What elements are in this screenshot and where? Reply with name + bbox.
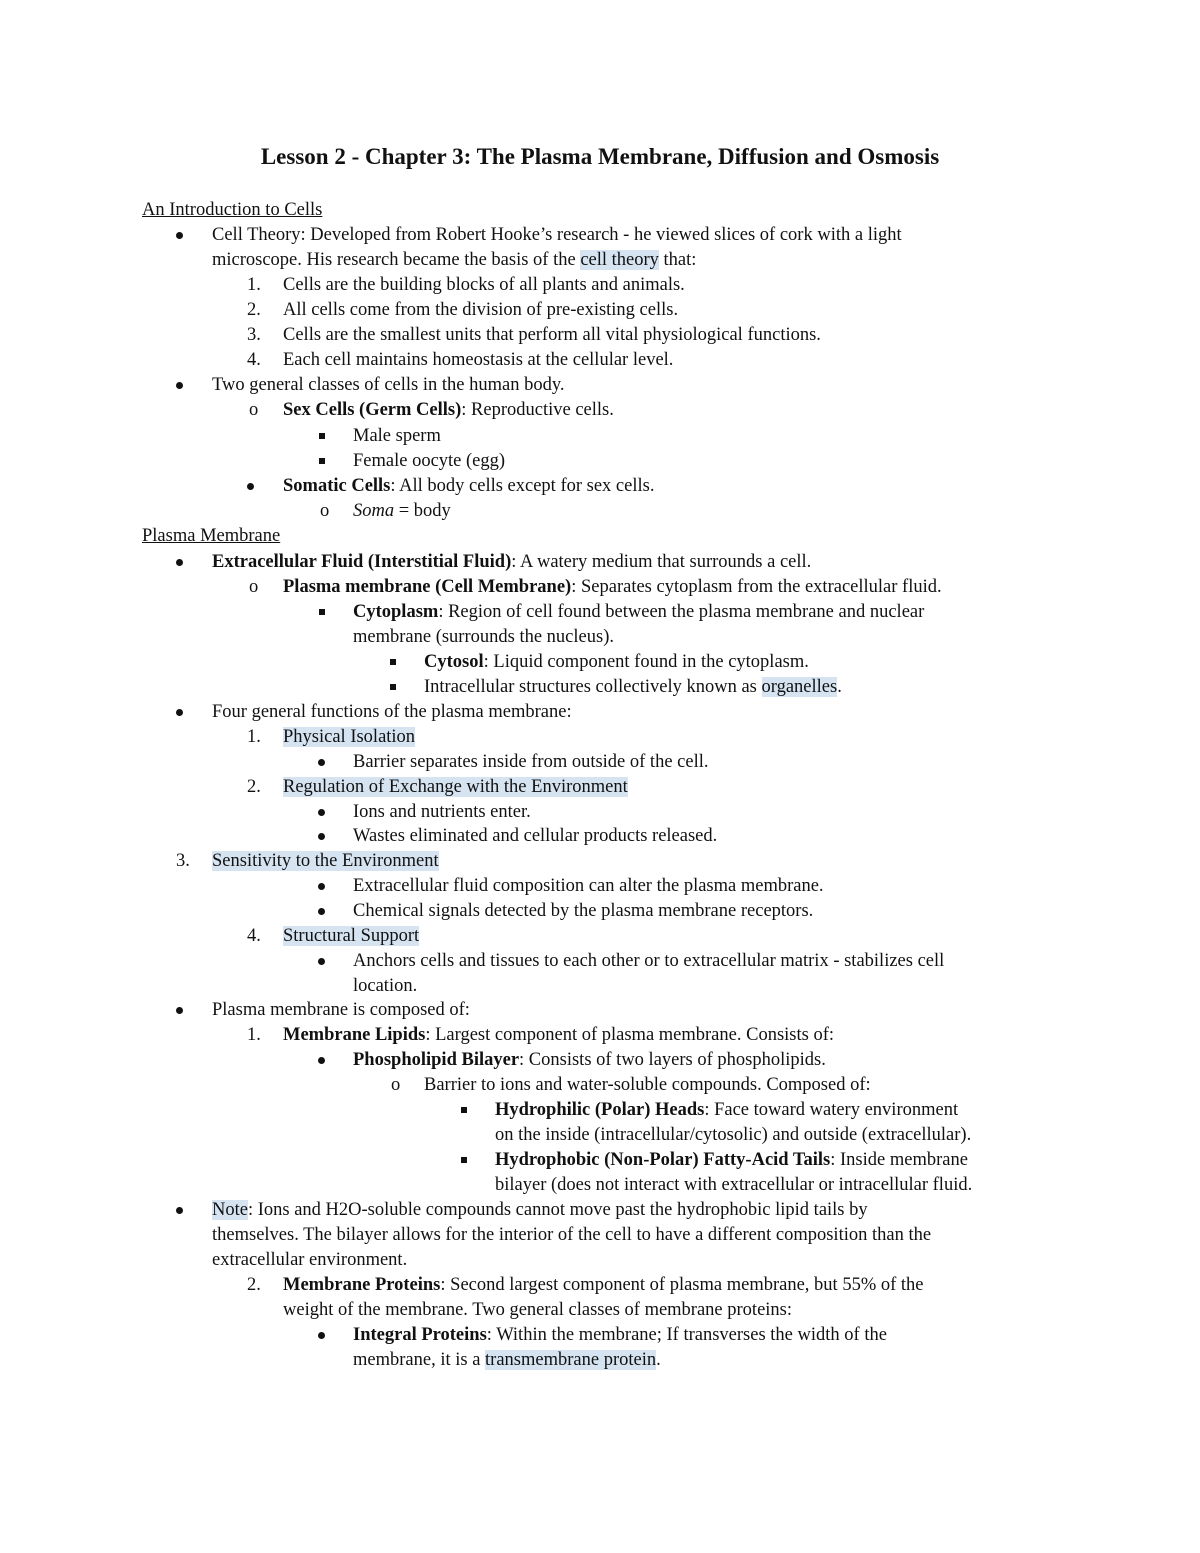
term-bold: Cytoplasm bbox=[353, 602, 439, 622]
list-item bbox=[353, 1048, 826, 1073]
list-item bbox=[424, 650, 809, 675]
list-item bbox=[495, 1148, 968, 1173]
term-bold: Sex Cells (Germ Cells) bbox=[283, 400, 462, 420]
list-item: Two general classes of cells in the human body. bbox=[212, 375, 565, 395]
bullet-icon bbox=[176, 709, 183, 716]
list-item bbox=[212, 550, 811, 575]
function-label bbox=[283, 775, 628, 800]
list-item: Male sperm bbox=[353, 426, 441, 446]
term-italic: Soma bbox=[353, 501, 395, 521]
list-item: Extracellular fluid composition can alter the plasma membrane. bbox=[353, 876, 824, 896]
definition-text: : Region of cell found between the plasma membrane and nuclear bbox=[438, 602, 925, 622]
function-label bbox=[283, 725, 415, 750]
definition-text: : A watery medium that surrounds a cell. bbox=[511, 552, 812, 572]
definition-text: : Ions and H2O-soluble compounds cannot move past the hydrophobic lipid tails by bbox=[247, 1200, 868, 1220]
cell-theory-text: microscope. His research became the basis of the bbox=[212, 250, 581, 270]
bullet-icon bbox=[176, 232, 183, 239]
list-item bbox=[283, 398, 614, 423]
list-number: 1. bbox=[247, 1025, 261, 1045]
highlighted-term: Physical Isolation bbox=[283, 727, 416, 747]
highlighted-term: transmembrane protein bbox=[485, 1350, 657, 1370]
list-item: Cells are the smallest units that perform all vital physiological functions. bbox=[283, 325, 821, 345]
list-item bbox=[283, 474, 654, 499]
list-item-continued: membrane (surrounds the nucleus). bbox=[353, 627, 614, 647]
highlighted-term: organelles bbox=[761, 677, 838, 697]
list-number: 2. bbox=[247, 777, 261, 797]
highlighted-term: Note bbox=[212, 1200, 248, 1220]
list-number: 4. bbox=[247, 350, 261, 370]
section-heading-intro: An Introduction to Cells bbox=[142, 200, 323, 220]
list-item-continued bbox=[353, 1348, 661, 1373]
definition-text: = body bbox=[394, 501, 451, 521]
term-bold: Plasma membrane (Cell Membrane) bbox=[283, 577, 572, 597]
list-item-continued: bilayer (does not interact with extracellular or intracellular fluid. bbox=[495, 1175, 973, 1195]
list-item: Chemical signals detected by the plasma membrane receptors. bbox=[353, 901, 814, 921]
term-bold: Integral Proteins bbox=[353, 1325, 487, 1345]
highlighted-term: cell theory bbox=[580, 250, 659, 270]
highlighted-term: Sensitivity to the Environment bbox=[212, 851, 439, 871]
square-bullet-icon bbox=[319, 609, 325, 615]
list-item: All cells come from the division of pre-existing cells. bbox=[283, 300, 679, 320]
term-bold: Phospholipid Bilayer bbox=[353, 1050, 520, 1070]
list-number: 1. bbox=[247, 275, 261, 295]
section-heading-plasma-membrane: Plasma Membrane bbox=[142, 526, 281, 546]
cell-theory-line-1 bbox=[212, 223, 902, 248]
term-bold: Hydrophilic (Polar) Heads bbox=[495, 1100, 705, 1120]
square-bullet-icon bbox=[319, 433, 325, 439]
list-item bbox=[283, 1023, 834, 1048]
bullet-icon bbox=[318, 759, 325, 766]
definition-text: : Largest component of plasma membrane. Consists of: bbox=[425, 1025, 834, 1045]
list-item bbox=[353, 1323, 887, 1348]
definition-text: : Face toward watery environment bbox=[704, 1100, 959, 1120]
term-bold: Membrane Lipids bbox=[283, 1025, 426, 1045]
term-bold: Cytosol bbox=[424, 652, 484, 672]
list-item: Female oocyte (egg) bbox=[353, 451, 506, 471]
function-label bbox=[283, 924, 419, 949]
square-bullet-icon bbox=[319, 458, 325, 464]
cell-theory-line-2 bbox=[212, 248, 696, 273]
definition-text: : Consists of two layers of phospholipids. bbox=[519, 1050, 826, 1070]
note-line-3: extracellular environment. bbox=[212, 1250, 408, 1270]
bullet-icon bbox=[318, 958, 325, 965]
list-item-continued: weight of the membrane. Two general classes of membrane proteins: bbox=[283, 1300, 793, 1320]
note-line-2: themselves. The bilayer allows for the interior of the cell to have a different composition than the bbox=[212, 1225, 932, 1245]
list-item bbox=[495, 1098, 958, 1123]
definition-text: membrane, it is a bbox=[353, 1350, 486, 1370]
bullet-icon bbox=[176, 382, 183, 389]
bullet-icon bbox=[176, 559, 183, 566]
list-item: Barrier separates inside from outside of the cell. bbox=[353, 752, 709, 772]
bullet-icon bbox=[318, 883, 325, 890]
list-item bbox=[424, 675, 842, 700]
list-item: Barrier to ions and water-soluble compounds. Composed of: bbox=[424, 1075, 871, 1095]
definition-text: : Reproductive cells. bbox=[461, 400, 614, 420]
square-bullet-icon bbox=[461, 1157, 467, 1163]
note-line-1 bbox=[212, 1198, 868, 1223]
bullet-icon bbox=[318, 833, 325, 840]
term-bold: Extracellular Fluid (Interstitial Fluid) bbox=[212, 552, 512, 572]
definition-text: . bbox=[656, 1350, 661, 1370]
list-item bbox=[283, 575, 942, 600]
bullet-icon bbox=[318, 809, 325, 816]
cell-theory-text: that: bbox=[658, 250, 697, 270]
definition-text: : Within the membrane; If transverses the width of the bbox=[486, 1325, 887, 1345]
definition-text: Intracellular structures collectively known as bbox=[424, 677, 762, 697]
list-number: 3. bbox=[176, 851, 190, 871]
definition-text: : Inside membrane bbox=[830, 1150, 968, 1170]
circle-bullet-icon: o bbox=[320, 501, 330, 521]
highlighted-term: Structural Support bbox=[283, 926, 420, 946]
bullet-icon bbox=[247, 483, 254, 490]
bullet-icon bbox=[318, 1057, 325, 1064]
list-item bbox=[353, 600, 924, 625]
bullet-icon bbox=[176, 1007, 183, 1014]
list-item: Plasma membrane is composed of: bbox=[212, 1000, 470, 1020]
list-item: Wastes eliminated and cellular products released. bbox=[353, 826, 718, 846]
highlighted-term: Regulation of Exchange with the Environment bbox=[283, 777, 628, 797]
list-number: 3. bbox=[247, 325, 261, 345]
list-item bbox=[353, 499, 451, 524]
list-item-continued: location. bbox=[353, 976, 418, 996]
list-item bbox=[283, 1273, 924, 1298]
bullet-icon bbox=[318, 908, 325, 915]
definition-text: : Second largest component of plasma membrane, but 55% of the bbox=[440, 1275, 924, 1295]
list-number: 1. bbox=[247, 727, 261, 747]
square-bullet-icon bbox=[390, 684, 396, 690]
list-item: Anchors cells and tissues to each other or to extracellular matrix - stabilizes cell bbox=[353, 951, 945, 971]
circle-bullet-icon: o bbox=[249, 400, 259, 420]
list-number: 2. bbox=[247, 300, 261, 320]
definition-text: : Liquid component found in the cytoplasm. bbox=[483, 652, 809, 672]
list-number: 2. bbox=[247, 1275, 261, 1295]
definition-text: : All body cells except for sex cells. bbox=[390, 476, 655, 496]
page-title: Lesson 2 - Chapter 3: The Plasma Membrane, Diffusion and Osmosis bbox=[260, 144, 940, 169]
list-item-continued: on the inside (intracellular/cytosolic) and outside (extracellular). bbox=[495, 1125, 972, 1145]
circle-bullet-icon: o bbox=[249, 577, 259, 597]
list-item: Cells are the building blocks of all plants and animals. bbox=[283, 275, 685, 295]
term-bold: Somatic Cells bbox=[283, 476, 391, 496]
list-item: Four general functions of the plasma membrane: bbox=[212, 702, 572, 722]
term-bold: Hydrophobic (Non-Polar) Fatty-Acid Tails bbox=[495, 1150, 831, 1170]
term-bold: Membrane Proteins bbox=[283, 1275, 441, 1295]
list-item: Ions and nutrients enter. bbox=[353, 802, 531, 822]
list-item: Each cell maintains homeostasis at the cellular level. bbox=[283, 350, 674, 370]
definition-text: : Separates cytoplasm from the extracellular fluid. bbox=[571, 577, 942, 597]
function-label bbox=[212, 849, 439, 874]
square-bullet-icon bbox=[390, 659, 396, 665]
definition-text: . bbox=[837, 677, 842, 697]
list-number: 4. bbox=[247, 926, 261, 946]
bullet-icon bbox=[318, 1332, 325, 1339]
circle-bullet-icon: o bbox=[391, 1075, 401, 1095]
square-bullet-icon bbox=[461, 1107, 467, 1113]
bullet-icon bbox=[176, 1207, 183, 1214]
cell-theory-text: : Developed from Robert Hooke’s research - he viewed slices of cork with a light bbox=[300, 225, 902, 245]
cell-theory-label: Cell Theory bbox=[212, 225, 301, 245]
